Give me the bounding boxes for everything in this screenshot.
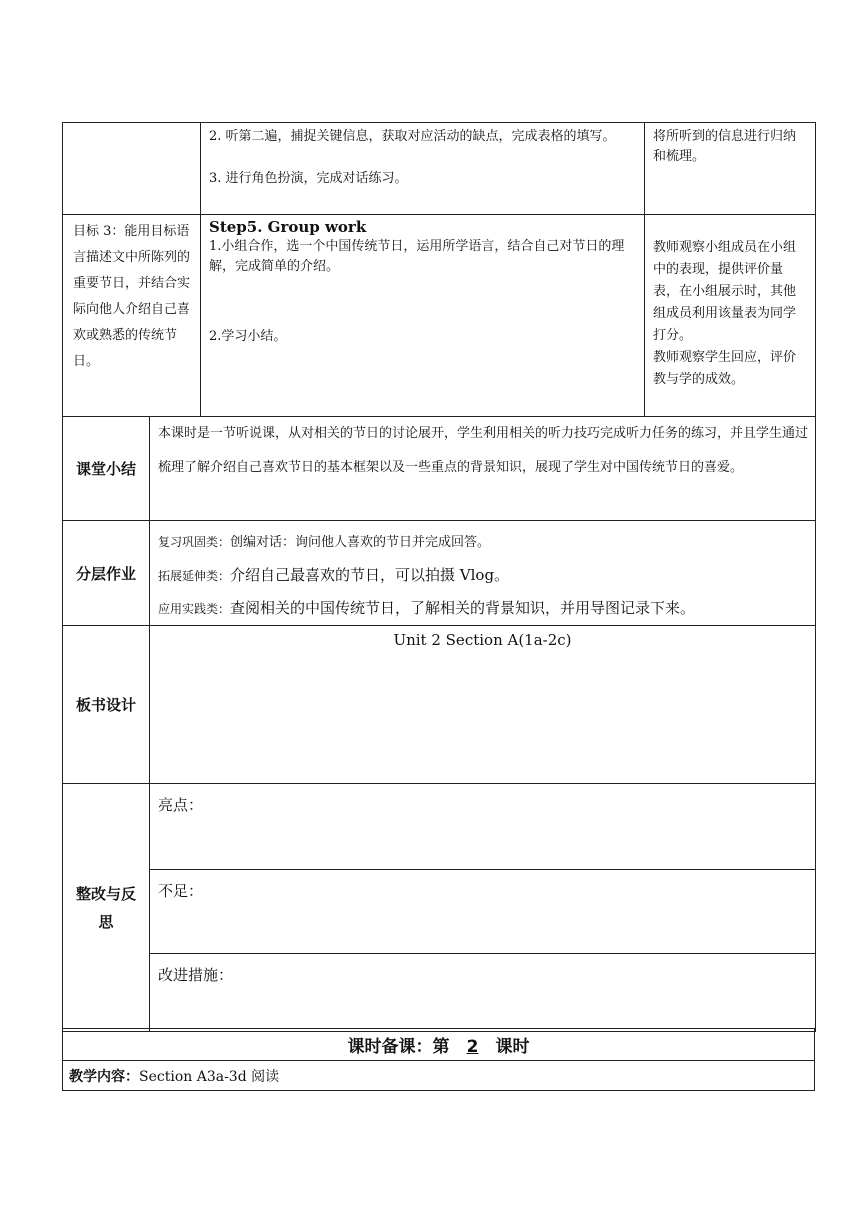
homework-type: 复习巩固类： xyxy=(158,535,231,549)
homework-type: 应用实践类： xyxy=(158,602,231,616)
homework-type: 拓展延伸类： xyxy=(158,569,231,583)
assessment-text-1: 教师观察小组成员在小组中的表现，提供评价量表，在小组展示时，其他组成员利用该量表为同学打分。 xyxy=(653,240,797,343)
reflection-label xyxy=(63,784,150,1032)
goal-3-label: 目标 3 xyxy=(73,224,112,239)
homework-label: 分层作业 xyxy=(63,521,150,626)
table-row xyxy=(63,870,816,954)
lesson-header-table xyxy=(62,1028,815,1091)
step-item-2: 2.学习小结。 xyxy=(209,329,287,344)
activity-step-2: 2. 听第二遍，捕捉关键信息，获取对应活动的缺点，完成表格的填写。 xyxy=(209,129,616,144)
table-row xyxy=(63,784,816,870)
summary-label: 课堂小结 xyxy=(63,417,150,521)
summary-text: 本课时是一节听说课，从对相关的节日的讨论展开，学生利用相关的听力技巧完成听力任务的练习，并且学生通过梳理了解介绍自己喜欢节日的基本框架以及一些重点的背景知识，展现了学生对中国传统节日的喜爱。 xyxy=(150,417,816,521)
lesson-content-label: 教学内容： xyxy=(69,1068,139,1085)
improvements-cell: 改进措施： xyxy=(150,954,816,1032)
review-table xyxy=(62,416,816,1032)
homework-item xyxy=(158,525,809,559)
lesson-number: 2 xyxy=(466,1037,479,1057)
lesson-plan-table xyxy=(62,122,816,417)
assessment-text-2: 教师观察学生回应，评价教与学的成效。 xyxy=(653,350,797,387)
lesson-title xyxy=(63,1029,815,1061)
board-title: Unit 2 Section A(1a-2c) xyxy=(150,626,816,784)
homework-item xyxy=(158,592,809,625)
homework-item xyxy=(158,559,809,592)
highlights-cell: 亮点： xyxy=(150,784,816,870)
goal-cell-empty xyxy=(63,123,201,215)
reflection-label-line-2: 思 xyxy=(98,912,114,931)
activity-cell xyxy=(201,215,645,417)
lesson-title-pre: 课时备课：第 xyxy=(347,1037,450,1057)
goal-3-cell xyxy=(63,215,201,417)
homework-text: 查阅相关的中国传统节日，了解相关的背景知识，并用导图记录下来。 xyxy=(230,599,696,617)
lesson-content-text: Section A3a-3d 阅读 xyxy=(139,1068,280,1085)
table-row xyxy=(63,1061,815,1091)
lesson-title-post: 课时 xyxy=(495,1037,530,1057)
assessment-cell: 将所听到的信息进行归纳和梳理。 xyxy=(645,123,816,215)
step-title: Step5. Group work xyxy=(209,218,367,236)
table-row xyxy=(63,626,816,784)
goal-3-text: ：能用目标语言描述文中所陈列的重要节日，并结合实际向他人介绍自己喜欢或熟悉的传统节日。 xyxy=(73,224,191,369)
reflection-label-line-1: 整改与反 xyxy=(75,884,136,903)
lesson-content xyxy=(63,1061,815,1091)
table-row xyxy=(63,954,816,1032)
table-row xyxy=(63,417,816,521)
homework-text: 创编对话：询问他人喜欢的节日并完成回答。 xyxy=(230,535,491,550)
step-item-1: 1.小组合作，选一个中国传统节日，运用所学语言，结合自己对节日的理解，完成简单的介绍。 xyxy=(209,239,625,274)
table-row xyxy=(63,123,816,215)
table-row xyxy=(63,1029,815,1061)
activity-cell xyxy=(201,123,645,215)
homework-text: 介绍自己最喜欢的节日，可以拍摄 Vlog。 xyxy=(230,566,510,584)
board-label: 板书设计 xyxy=(63,626,150,784)
table-row xyxy=(63,215,816,417)
assessment-cell xyxy=(645,215,816,417)
activity-step-3: 3. 进行角色扮演，完成对话练习。 xyxy=(209,171,408,186)
table-row xyxy=(63,521,816,626)
shortcomings-cell: 不足： xyxy=(150,870,816,954)
homework-cell xyxy=(150,521,816,626)
